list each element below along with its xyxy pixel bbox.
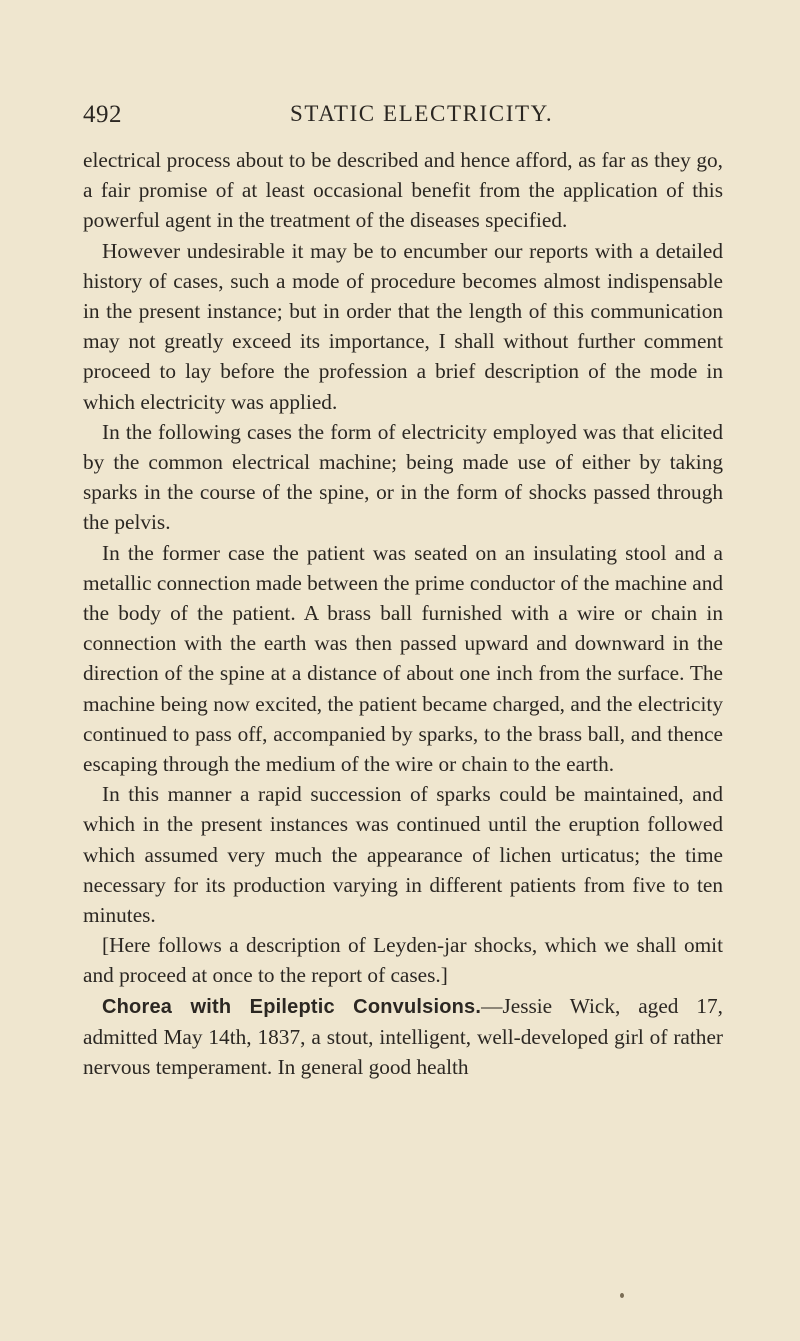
running-head (83, 101, 723, 135)
paper-speck (620, 1293, 624, 1298)
paragraph-electricity-form: In the following cases the form of electricity employed was that elicited by the common electrical machine; being made use of either by taking sparks in the course of the spine, or in the form of shocks passed through the pelvis. (83, 419, 723, 535)
running-title: STATIC ELECTRICITY. (290, 101, 554, 126)
page-number: 492 (83, 101, 122, 128)
paragraph-continuation: electrical process about to be described and hence afford, as far as they go, a fair promise of at least occasional benefit from the application of this powerful agent in the treatment of the diseases specified. (83, 148, 723, 233)
body-text (83, 145, 723, 1082)
case-heading: Chorea with Epileptic Convulsions. (102, 995, 482, 1018)
paragraph-procedure: However undesirable it may be to encumber our reports with a detailed history of cases, such a mode of procedure becomes almost indispensable in the present instance; but in order that the length of this communication may not greatly exceed its importance, I shall without further comment proceed to lay before the profession a brief description of the mode in which electricity was applied. (83, 238, 723, 414)
case-report-paragraph (83, 991, 723, 1083)
paragraph-editorial-note: [Here follows a description of Leyden-jar shocks, which we shall omit and proceed at once to the report of cases.] (83, 933, 723, 988)
case-text: —Jessie Wick, aged 17, admitted May 14th, 1837, a stout, intelligent, well-developed girl of rather nervous temperament. In general good health (83, 993, 723, 1080)
paragraph-spark-succession: In this manner a rapid succession of sparks could be maintained, and which in the present instances was continued until the eruption followed which assumed very much the appearance of lichen urticatus; the time necessary for its production varying in different patients from five to ten minutes. (83, 782, 723, 928)
paragraph-spark-method: In the former case the patient was seated on an insulating stool and a metallic connection made between the prime conductor of the machine and the body of the patient. A brass ball furnished with a wire or chain in connection with the earth was then passed upward and downward in the direction of the spine at a distance of about one inch from the surface. The machine being now excited, the patient became charged, and the electricity continued to pass off, accompanied by sparks, to the brass ball, and thence escaping through the medium of the wire or chain to the earth. (83, 540, 723, 777)
